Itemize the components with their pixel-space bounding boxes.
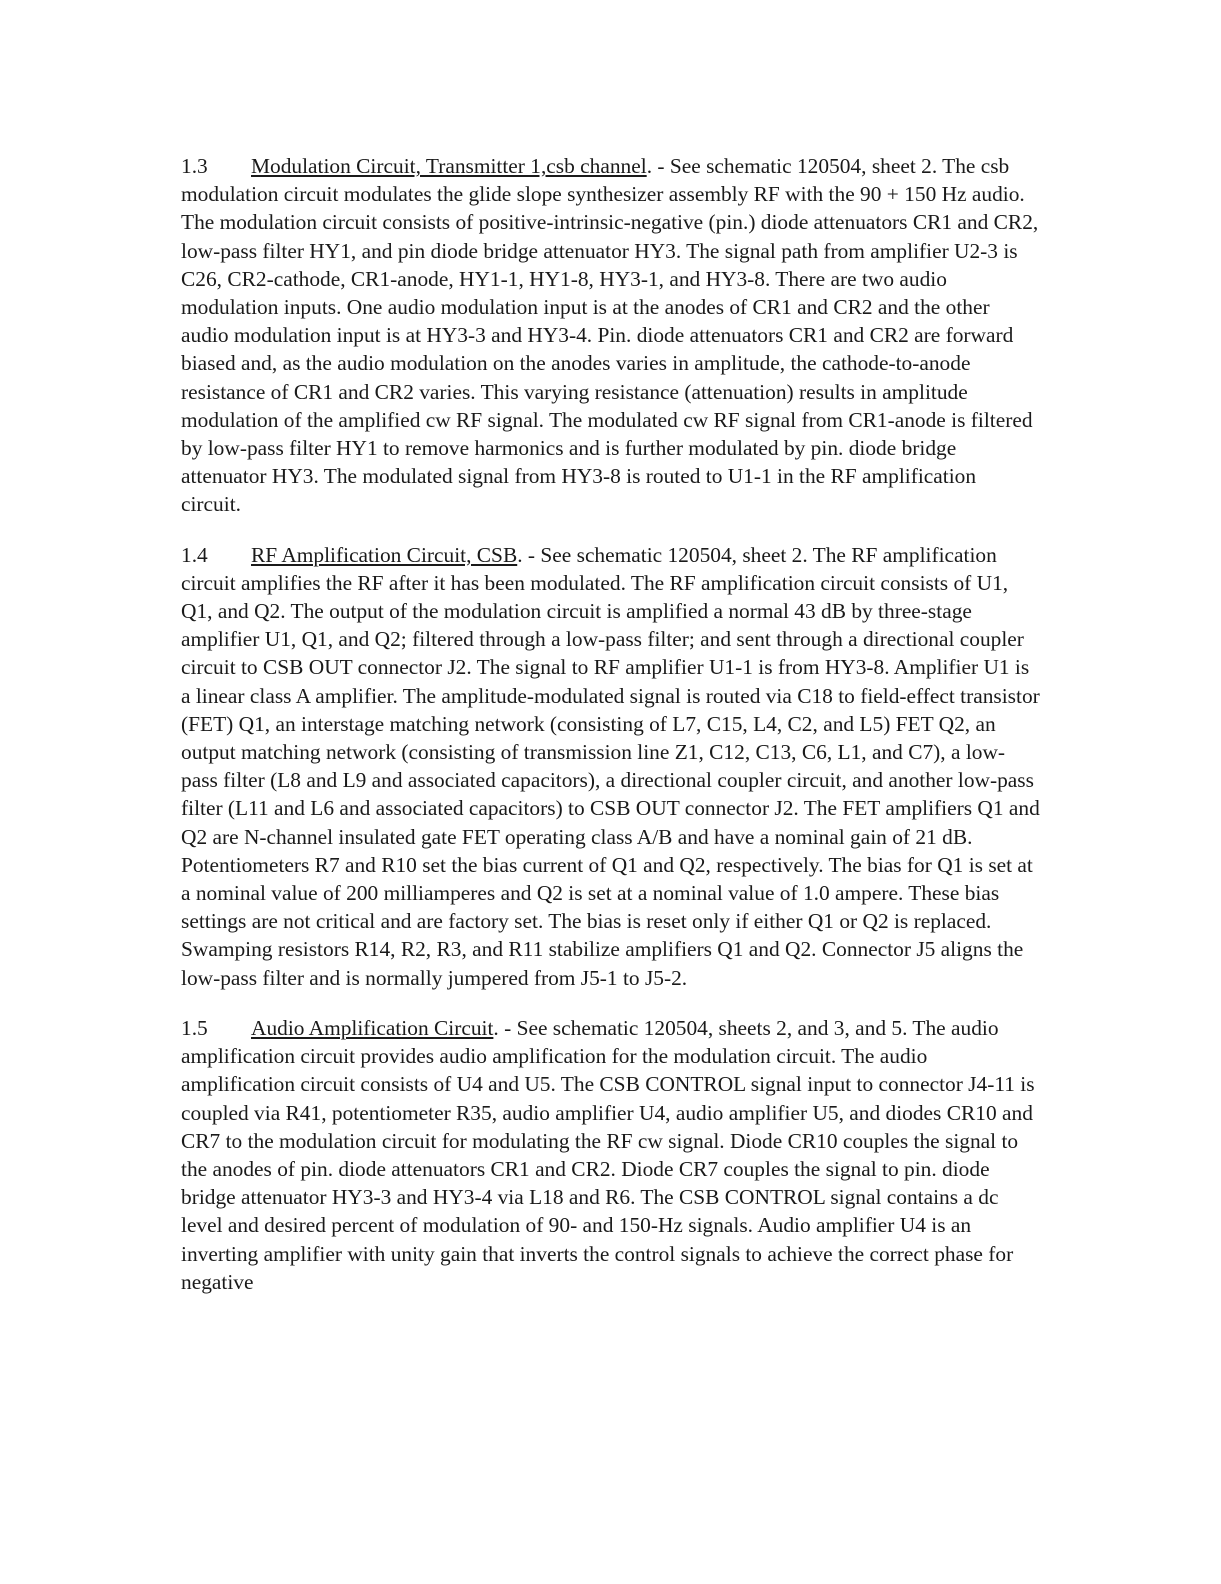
section-number: 1.5 [181, 1015, 208, 1040]
section-paragraph [181, 541, 1041, 992]
section-number: 1.4 [181, 542, 208, 567]
section-1-3 [181, 152, 1041, 519]
section-body: . - See schematic 120504, sheets 2, and 3, and 5. The audio amplification circuit provides audio amplification for the modulation circuit. The audio amplification circuit consists of U4 and U5. The CSB CONTROL signal input to connector J4-11 is coupled via R41, potentiometer R35, audio amplifier U4, audio amplifier U5, and diodes CR10 and CR7 to the modulation circuit for modulating the RF cw signal. Diode CR10 couples the signal to the anodes of pin. diode attenuators CR1 and CR2. Diode CR7 couples the signal to pin. diode bridge attenuator HY3-3 and HY3-4 via L18 and R6. The CSB CONTROL signal contains a dc level and desired percent of modulation of 90- and 150-Hz signals. Audio amplifier U4 is an inverting amplifier with unity gain that inverts the control signals to achieve the correct phase for negative [181, 1015, 1035, 1294]
section-heading: RF Amplification Circuit, CSB [251, 542, 518, 567]
section-1-5 [181, 1014, 1041, 1296]
section-body: . - See schematic 120504, sheet 2. The RF amplification circuit amplifies the RF after it has been modulated. The RF amplification circuit consists of U1, Q1, and Q2. The output of the modulation circuit is amplified a normal 43 dB by three-stage amplifier U1, Q1, and Q2; filtered through a low-pass filter; and sent through a directional coupler circuit to CSB OUT connector J2. The signal to RF amplifier U1-1 is from HY3-8. Amplifier U1 is a linear class A amplifier. The amplitude-modulated signal is routed via C18 to field-effect transistor (FET) Q1, an interstage matching network (consisting of L7, C15, L4, C2, and L5) FET Q2, an output matching network (consisting of transmission line Z1, C12, C13, C6, L1, and C7), a low-pass filter (L8 and L9 and associated capacitors), a directional coupler circuit, and another low-pass filter (L11 and L6 and associated capacitors) to CSB OUT connector J2. The FET amplifiers Q1 and Q2 are N-channel insulated gate FET operating class A/B and have a nominal gain of 21 dB. Potentiometers R7 and R10 set the bias current of Q1 and Q2, respectively. The bias for Q1 is set at a nominal value of 200 milliamperes and Q2 is set at a nominal value of 1.0 ampere. These bias settings are not critical and are factory set. The bias is reset only if either Q1 or Q2 is replaced. Swamping resistors R14, R2, R3, and R11 stabilize amplifiers Q1 and Q2. Connector J5 aligns the low-pass filter and is normally jumpered from J5-1 to J5-2. [181, 542, 1040, 990]
section-number: 1.3 [181, 154, 208, 178]
section-1-4 [181, 541, 1041, 992]
section-paragraph [181, 152, 1041, 519]
section-paragraph [181, 1014, 1041, 1296]
section-heading: Audio Amplification Circuit [251, 1015, 494, 1040]
document-page [181, 152, 1041, 1318]
section-body: . - See schematic 120504, sheet 2. The csb modulation circuit modulates the glide slope synthesizer assembly RF with the 90 + 150 Hz audio. The modulation circuit consists of positive-intrinsic-negative (pin.) diode attenuators CR1 and CR2, low-pass filter HY1, and pin diode bridge attenuator HY3. The signal path from amplifier U2-3 is C26, CR2-cathode, CR1-anode, HY1-1, HY1-8, HY3-1, and HY3-8. There are two audio modulation inputs. One audio modulation input is at the anodes of CR1 and CR2 and the other audio modulation input is at HY3-3 and HY3-4. Pin. diode attenuators CR1 and CR2 are forward biased and, as the audio modulation on the anodes varies in amplitude, the cathode-to-anode resistance of CR1 and CR2 varies. This varying resistance (attenuation) results in amplitude modulation of the amplified cw RF signal. The modulated cw RF signal from CR1-anode is filtered by low-pass filter HY1 to remove harmonics and is further modulated by pin. diode bridge attenuator HY3. The modulated signal from HY3-8 is routed to U1-1 in the RF amplification circuit. [181, 154, 1039, 517]
section-heading: Modulation Circuit, Transmitter 1,csb channel [251, 154, 647, 178]
